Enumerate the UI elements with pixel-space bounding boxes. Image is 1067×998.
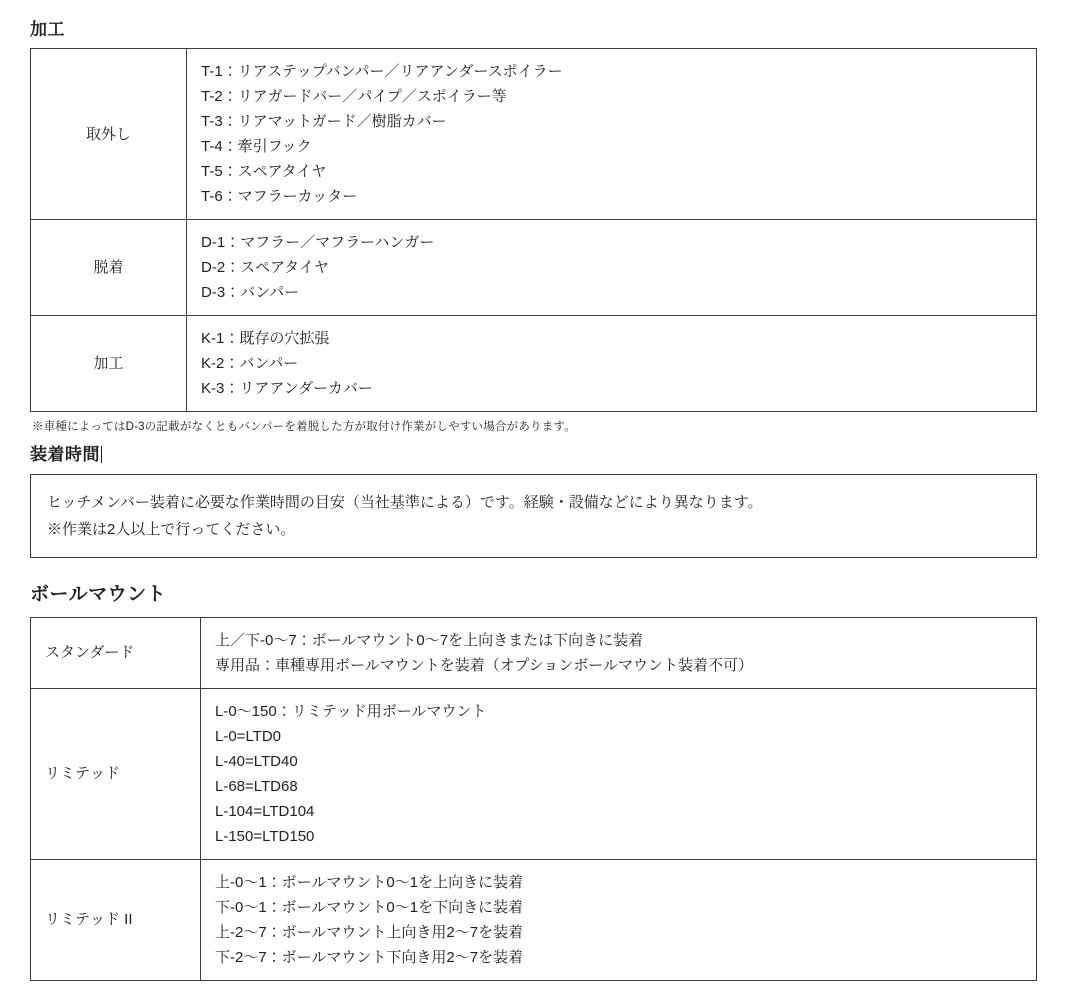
content-line: L-68=LTD68	[215, 777, 298, 795]
table-row	[31, 49, 1037, 220]
row-content	[187, 220, 1037, 316]
content-line: K-3：リアアンダーカバー	[201, 380, 373, 398]
table-row	[31, 688, 1037, 859]
section-title-install-time	[30, 445, 1037, 465]
content-line: T-2：リアガードバー／パイプ／スポイラー等	[201, 88, 507, 106]
row-content	[201, 688, 1037, 859]
processing-table	[30, 48, 1037, 412]
content-line: K-1：既存の穴拡張	[201, 330, 330, 348]
content-line: 下-0〜1：ボールマウント0〜1を下向きに装着	[215, 898, 524, 916]
row-label: リミテッド II	[31, 859, 201, 980]
row-content	[201, 859, 1037, 980]
content-line: D-1：マフラー／マフラーハンガー	[201, 234, 435, 252]
content-line: D-3：バンパー	[201, 284, 300, 302]
row-content	[187, 316, 1037, 412]
content-line: T-3：リアマットガード／樹脂カバー	[201, 113, 447, 131]
content-line: 上／下-0〜7：ボールマウント0〜7を上向きまたは下向きに装着	[215, 631, 644, 649]
row-label: 加工	[31, 316, 187, 412]
table-row	[31, 859, 1037, 980]
table-row	[31, 316, 1037, 412]
content-line: 上-2〜7：ボールマウント上向き用2〜7を装着	[215, 923, 524, 941]
content-line: D-2：スペアタイヤ	[201, 259, 329, 277]
content-line: 専用品：車種専用ボールマウントを装着（オプションボールマウント装着不可）	[215, 656, 754, 674]
text-caret	[101, 446, 102, 463]
content-line: K-2：バンパー	[201, 355, 299, 373]
install-time-box	[30, 474, 1037, 558]
content-line: 上-0〜1：ボールマウント0〜1を上向きに装着	[215, 873, 524, 891]
content-line: T-5：スペアタイヤ	[201, 163, 327, 181]
content-line: T-6：マフラーカッター	[201, 188, 358, 206]
content-line: L-0=LTD0	[215, 727, 282, 745]
row-label: 脱着	[31, 220, 187, 316]
row-label: 取外し	[31, 49, 187, 220]
processing-note: ※車種によってはD-3の記載がなくともバンパーを着脱した方が取付け作業がしやすい場合があります。	[32, 421, 576, 434]
content-line: L-150=LTD150	[215, 827, 315, 845]
row-label: スタンダード	[31, 617, 201, 688]
row-label: リミテッド	[31, 688, 201, 859]
table-row	[31, 220, 1037, 316]
row-content	[187, 49, 1037, 220]
section-title-ball-mount: ボールマウント	[30, 583, 167, 605]
section-title-processing: 加工	[30, 20, 65, 39]
ball-mount-table	[30, 617, 1037, 981]
content-line: L-0〜150：リミテッド用ボールマウント	[215, 702, 487, 720]
content-line: ※作業は2人以上で行ってください。	[47, 520, 296, 538]
content-line: ヒッチメンバー装着に必要な作業時間の目安（当社基準による）です。経験・設備などにより異なります。	[47, 493, 763, 511]
content-line: 下-2〜7：ボールマウント下向き用2〜7を装着	[215, 948, 524, 966]
install-time-title-text: 装着時間	[30, 445, 100, 465]
table-row	[31, 617, 1037, 688]
content-line: L-104=LTD104	[215, 802, 315, 820]
content-line: T-4：牽引フック	[201, 138, 312, 156]
content-line: T-1：リアステップバンパー／リアアンダースポイラー	[201, 63, 563, 81]
content-line: L-40=LTD40	[215, 752, 298, 770]
row-content	[201, 617, 1037, 688]
